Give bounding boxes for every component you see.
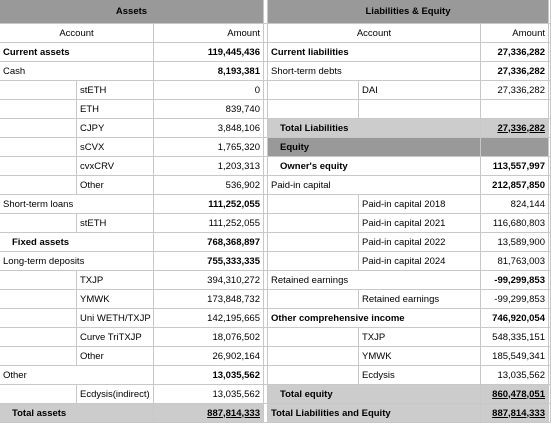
- deposit-item-label[interactable]: Uni WETH/TXJP: [77, 309, 154, 328]
- assets-header[interactable]: Assets: [0, 0, 264, 24]
- paid-in-item-value[interactable]: 824,144: [481, 195, 549, 214]
- empty-cell[interactable]: [0, 100, 77, 119]
- total-liabilities-equity-value[interactable]: 887,814,333: [481, 404, 549, 423]
- paid-in-capital-label[interactable]: Paid-in capital: [268, 176, 481, 195]
- empty-cell[interactable]: [0, 347, 77, 366]
- amount-column-header[interactable]: Amount: [154, 24, 264, 43]
- retained-item-value[interactable]: -99,299,853: [481, 290, 549, 309]
- empty-cell[interactable]: [268, 347, 359, 366]
- current-liabilities-label[interactable]: Current liabilities: [268, 43, 481, 62]
- cash-item-value[interactable]: 1,203,313: [154, 157, 264, 176]
- empty-cell[interactable]: [268, 328, 359, 347]
- empty-cell[interactable]: [268, 366, 359, 385]
- other-assets-label[interactable]: Other: [0, 366, 154, 385]
- cash-item-value[interactable]: 3,848,106: [154, 119, 264, 138]
- total-liabilities-label[interactable]: Total Liabilities: [268, 119, 481, 138]
- empty-cell[interactable]: [268, 233, 359, 252]
- oci-label[interactable]: Other comprehensive income: [268, 309, 481, 328]
- total-equity-label[interactable]: Total equity: [268, 385, 481, 404]
- empty-cell[interactable]: [0, 157, 77, 176]
- long-term-deposits-label[interactable]: Long-term deposits: [0, 252, 154, 271]
- oci-item-label[interactable]: YMWK: [359, 347, 481, 366]
- deposit-item-label[interactable]: Curve TriTXJP: [77, 328, 154, 347]
- paid-in-item-value[interactable]: 116,680,803: [481, 214, 549, 233]
- retained-earnings-value[interactable]: -99,299,853: [481, 271, 549, 290]
- empty-cell[interactable]: [0, 119, 77, 138]
- paid-in-item-value[interactable]: 13,589,900: [481, 233, 549, 252]
- empty-cell[interactable]: [268, 100, 359, 119]
- long-term-deposits-value[interactable]: 755,333,335: [154, 252, 264, 271]
- equity-section-header[interactable]: Equity: [268, 138, 481, 157]
- fixed-assets-label[interactable]: Fixed assets: [0, 233, 154, 252]
- short-term-loans-value[interactable]: 111,252,055: [154, 195, 264, 214]
- total-equity-value[interactable]: 860,478,051: [481, 385, 549, 404]
- cash-item-value[interactable]: 1,765,320: [154, 138, 264, 157]
- current-liabilities-value[interactable]: 27,336,282: [481, 43, 549, 62]
- current-assets-label[interactable]: Current assets: [0, 43, 154, 62]
- empty-cell[interactable]: [0, 81, 77, 100]
- total-liabilities-value[interactable]: 27,336,282: [481, 119, 549, 138]
- empty-cell[interactable]: [0, 176, 77, 195]
- retained-item-label[interactable]: Retained earnings: [359, 290, 481, 309]
- empty-cell[interactable]: [359, 100, 481, 119]
- empty-cell[interactable]: [0, 328, 77, 347]
- liabilities-equity-header[interactable]: Liabilities & Equity: [268, 0, 549, 24]
- empty-cell[interactable]: [0, 290, 77, 309]
- empty-cell[interactable]: [268, 290, 359, 309]
- deposit-item-label[interactable]: Other: [77, 347, 154, 366]
- owners-equity-label[interactable]: Owner's equity: [268, 157, 481, 176]
- cash-label[interactable]: Cash: [0, 62, 154, 81]
- deposit-item-value[interactable]: 26,902,164: [154, 347, 264, 366]
- short-term-debts-label[interactable]: Short-term debts: [268, 62, 481, 81]
- paid-in-item-label[interactable]: Paid-in capital 2021: [359, 214, 481, 233]
- cash-item-label[interactable]: ETH: [77, 100, 154, 119]
- cash-item-value[interactable]: 536,902: [154, 176, 264, 195]
- account-column-header[interactable]: Account: [0, 24, 154, 43]
- cash-item-label[interactable]: stETH: [77, 81, 154, 100]
- debt-item-label[interactable]: DAI: [359, 81, 481, 100]
- deposit-item-value[interactable]: 18,076,502: [154, 328, 264, 347]
- fixed-assets-value[interactable]: 768,368,897: [154, 233, 264, 252]
- empty-cell[interactable]: [0, 214, 77, 233]
- other-item-label[interactable]: Ecdysis(indirect): [77, 385, 154, 404]
- paid-in-item-label[interactable]: Paid-in capital 2022: [359, 233, 481, 252]
- deposit-item-value[interactable]: 173,848,732: [154, 290, 264, 309]
- paid-in-item-value[interactable]: 81,763,003: [481, 252, 549, 271]
- cash-item-label[interactable]: sCVX: [77, 138, 154, 157]
- other-assets-value[interactable]: 13,035,562: [154, 366, 264, 385]
- deposit-item-value[interactable]: 394,310,272: [154, 271, 264, 290]
- oci-item-value[interactable]: 185,549,341: [481, 347, 549, 366]
- oci-item-value[interactable]: 13,035,562: [481, 366, 549, 385]
- equity-header-fill[interactable]: [481, 138, 549, 157]
- short-term-loans-label[interactable]: Short-term loans: [0, 195, 154, 214]
- cash-item-label[interactable]: cvxCRV: [77, 157, 154, 176]
- oci-value[interactable]: 746,920,054: [481, 309, 549, 328]
- cash-item-label[interactable]: Other: [77, 176, 154, 195]
- paid-in-capital-value[interactable]: 212,857,850: [481, 176, 549, 195]
- paid-in-item-label[interactable]: Paid-in capital 2024: [359, 252, 481, 271]
- owners-equity-value[interactable]: 113,557,997: [481, 157, 549, 176]
- retained-earnings-label[interactable]: Retained earnings: [268, 271, 481, 290]
- total-liabilities-equity-label[interactable]: Total Liabilities and Equity: [268, 404, 481, 423]
- empty-cell[interactable]: [0, 271, 77, 290]
- oci-item-label[interactable]: TXJP: [359, 328, 481, 347]
- empty-cell[interactable]: [268, 195, 359, 214]
- oci-item-value[interactable]: 548,335,151: [481, 328, 549, 347]
- empty-cell[interactable]: [268, 252, 359, 271]
- empty-cell[interactable]: [481, 100, 549, 119]
- cash-item-value[interactable]: 839,740: [154, 100, 264, 119]
- empty-cell[interactable]: [0, 138, 77, 157]
- short-term-debts-value[interactable]: 27,336,282: [481, 62, 549, 81]
- cash-value[interactable]: 8,193,381: [154, 62, 264, 81]
- empty-cell[interactable]: [268, 81, 359, 100]
- empty-cell[interactable]: [268, 214, 359, 233]
- paid-in-item-label[interactable]: Paid-in capital 2018: [359, 195, 481, 214]
- amount-column-header-right[interactable]: Amount: [481, 24, 549, 43]
- loan-item-label[interactable]: stETH: [77, 214, 154, 233]
- total-assets-label[interactable]: Total assets: [0, 404, 154, 423]
- empty-cell[interactable]: [0, 385, 77, 404]
- deposit-item-value[interactable]: 142,195,665: [154, 309, 264, 328]
- total-assets-value[interactable]: 887,814,333: [154, 404, 264, 423]
- debt-item-value[interactable]: 27,336,282: [481, 81, 549, 100]
- deposit-item-label[interactable]: YMWK: [77, 290, 154, 309]
- loan-item-value[interactable]: 111,252,055: [154, 214, 264, 233]
- cash-item-value[interactable]: 0: [154, 81, 264, 100]
- oci-item-label[interactable]: Ecdysis: [359, 366, 481, 385]
- empty-cell[interactable]: [0, 309, 77, 328]
- deposit-item-label[interactable]: TXJP: [77, 271, 154, 290]
- cash-item-label[interactable]: CJPY: [77, 119, 154, 138]
- other-item-value[interactable]: 13,035,562: [154, 385, 264, 404]
- account-column-header-right[interactable]: Account: [268, 24, 481, 43]
- current-assets-value[interactable]: 119,445,436: [154, 43, 264, 62]
